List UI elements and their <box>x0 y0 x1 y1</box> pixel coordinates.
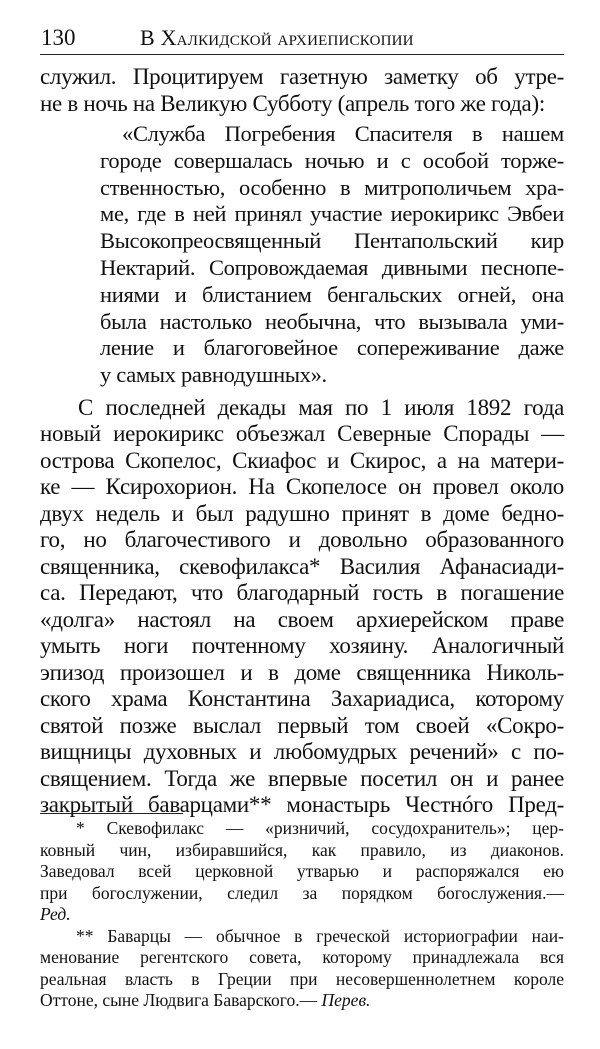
footnote-line: * Скевофилакс — «ризничий, сосудохранитель»; цер- <box>76 818 564 838</box>
footnote-attribution: Перев. <box>321 990 371 1010</box>
footnote-line: менование регентского совета, которому принадлежала вся <box>40 947 564 967</box>
footnote-2 <box>40 926 564 1012</box>
text-line: острова Скопелос, Скиафос и Скирос, а на матери- <box>40 447 564 473</box>
footnote-1 <box>40 818 564 926</box>
quote-line: была настолько необычна, что вызывала уми- <box>100 308 564 334</box>
text-line: ке — Ксирохорион. На Скопелосе он провел около <box>40 474 564 500</box>
intro-paragraph-continuation <box>40 64 564 117</box>
text-line: святой позже выслал первый том своей «Сокро- <box>40 712 564 738</box>
main-text <box>40 64 564 819</box>
body-paragraph <box>40 395 564 819</box>
quote-line: ление и благоговейное сопереживание даже <box>100 335 564 361</box>
text-line: го, но благочестивого и довольно образованного <box>40 527 564 553</box>
text-line: новый иерокирикс объезжал Северные Спорады — <box>40 421 564 447</box>
quote-line: ниями и блистанием бенгальских огней, она <box>100 281 564 307</box>
text-line: закрытый баварцами** монастырь Честнóго Пред- <box>40 792 564 818</box>
quote-line: ме, где в ней принял участие иерокирикс Эвбеи <box>100 201 564 227</box>
footnote-line: при богослужении, следил за порядком богослужения.— <box>40 882 564 903</box>
text-line: не в ночь на Великую Субботу (апрель того же года): <box>40 90 545 116</box>
quote-line: городе совершалась ночью и с особой торже- <box>100 147 564 173</box>
footnote-last-line <box>40 990 564 1012</box>
text-line: умыть ноги почтенному хозяину. Аналогичный <box>40 633 564 659</box>
footnote-line: Оттоне, сыне Людвига Баварского.— <box>40 990 322 1010</box>
text-line: двух недель и был радушно принят в доме бедно- <box>40 500 564 526</box>
text-line: служил. Процитируем газетную заметку об утре- <box>40 64 564 89</box>
text-line: эпизод произошел и в доме священника Николь- <box>40 659 564 685</box>
text-line: С последней декады мая по 1 июля 1892 года <box>78 394 564 420</box>
page-number: 130 <box>41 25 76 50</box>
footnote-line: ковный чин, избиравшийся, как правило, из диаконов. <box>40 839 564 860</box>
footnote-attribution: Ред. <box>40 904 71 924</box>
quote-line: «Служба Погребения Спасителя в нашем <box>122 121 564 146</box>
footnote-line: Заведовал всей церковной утварью и распоряжался ею <box>40 861 564 881</box>
quote-line: у самых равнодушных». <box>100 362 327 388</box>
footnotes <box>40 818 564 1012</box>
text-line: вищницы духовных и любомудрых речений» с по- <box>40 739 564 765</box>
quote-line: ственностью, особенно в митрополичьем хра- <box>100 174 564 200</box>
quote-line: Нектарий. Сопровождаемая дивными песнопе- <box>100 254 564 280</box>
quote-line: Высокопреосвященный Пентапольский кир <box>100 228 564 254</box>
text-line: «долга» настоял на своем архиерейском праве <box>40 606 564 632</box>
footnote-line: ** Баварцы — обычное в греческой историографии наи- <box>76 925 564 946</box>
text-line: са. Передают, что благодарный гость в погашение <box>40 580 564 606</box>
text-line: священием. Тогда же впервые посетил он и ранее <box>40 765 564 791</box>
footnote-line: реальная власть в Греции при несовершеннолетнем короле <box>40 968 564 989</box>
block-quote <box>100 121 564 389</box>
running-header <box>40 24 564 55</box>
text-line: священника, скевофилакса* Василия Афанасиади- <box>40 553 564 579</box>
running-title: В Халкидской архиепископии <box>140 25 414 50</box>
text-line: ского храма Константина Захариадиса, которому <box>40 686 564 712</box>
footnote-divider <box>40 813 183 814</box>
